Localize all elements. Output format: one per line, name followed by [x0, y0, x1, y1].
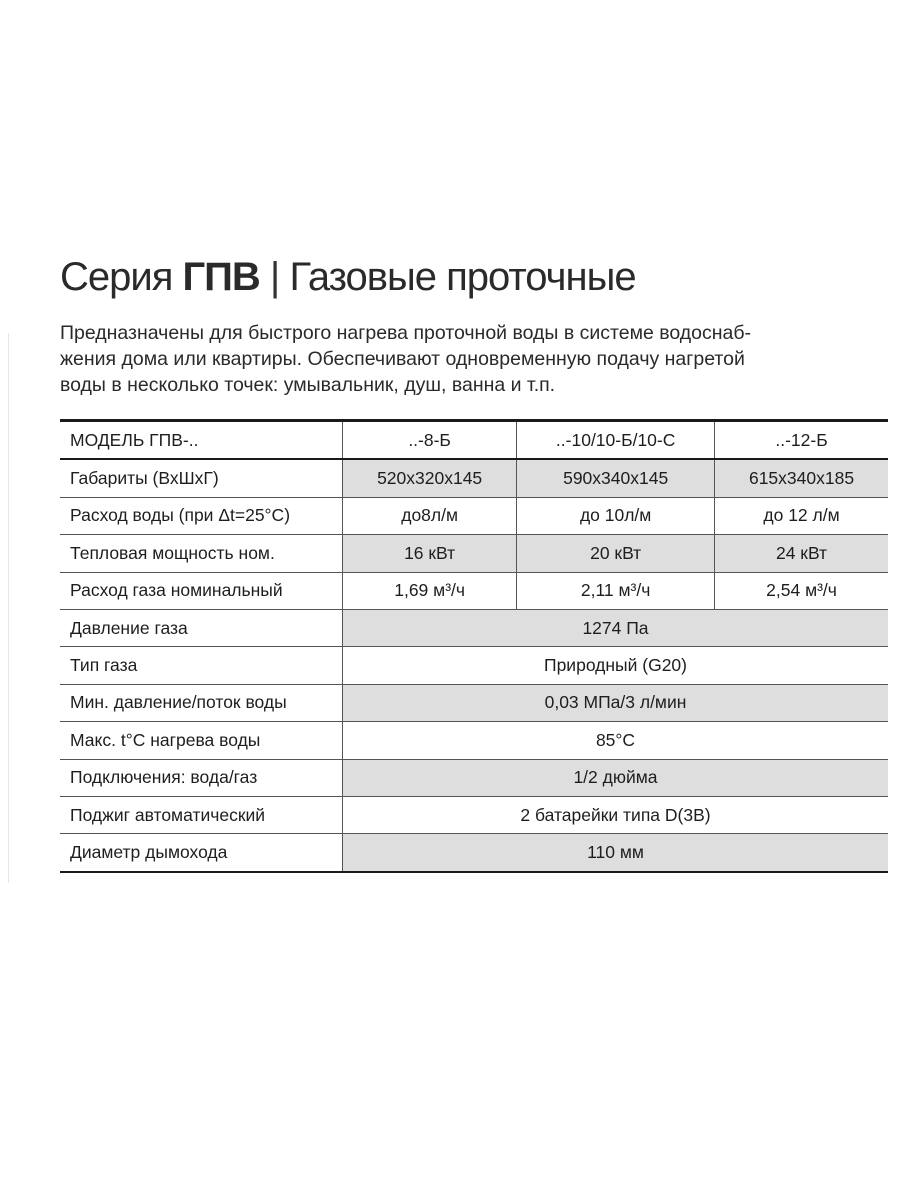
- page-title: [60, 255, 636, 300]
- cell-value: 16 кВт: [343, 535, 517, 572]
- row-label: Давление газа: [60, 609, 343, 646]
- cell-value: 1,69 м³/ч: [343, 572, 517, 609]
- cell-value-merged: 2 батарейки типа D(3В): [343, 796, 889, 833]
- table-row: [60, 459, 888, 497]
- cell-value: 2,54 м³/ч: [715, 572, 888, 609]
- row-label: Макс. t°C нагрева воды: [60, 722, 343, 759]
- cell-value: 520х320х145: [343, 459, 517, 497]
- table-row: [60, 722, 888, 759]
- cell-value-merged: 1274 Па: [343, 609, 889, 646]
- title-separator: |: [259, 255, 290, 299]
- cell-value-merged: 110 мм: [343, 834, 889, 872]
- table-row: [60, 684, 888, 721]
- cell-value: 24 кВт: [715, 535, 888, 572]
- cell-value: до 12 л/м: [715, 497, 888, 534]
- description-line: воды в несколько точек: умывальник, душ, ванна и т.п.: [60, 374, 556, 396]
- row-label: Мин. давление/поток воды: [60, 684, 343, 721]
- table-row: [60, 796, 888, 833]
- cell-value-merged: 1/2 дюйма: [343, 759, 889, 796]
- table-row: [60, 759, 888, 796]
- row-label: Подключения: вода/газ: [60, 759, 343, 796]
- cell-value: 2,11 м³/ч: [517, 572, 715, 609]
- cell-value: 590х340х145: [517, 459, 715, 497]
- row-label: Тип газа: [60, 647, 343, 684]
- row-label: Расход газа номинальный: [60, 572, 343, 609]
- row-label: Расход воды (при Δt=25°C): [60, 497, 343, 534]
- title-suffix: Газовые проточные: [289, 255, 636, 299]
- cell-value: 20 кВт: [517, 535, 715, 572]
- table-row: [60, 834, 888, 872]
- row-label: Поджиг автоматический: [60, 796, 343, 833]
- table-row: [60, 647, 888, 684]
- description-line: жения дома или квартиры. Обеспечивают одновременную подачу нагретой: [60, 348, 745, 370]
- row-label: Диаметр дымохода: [60, 834, 343, 872]
- header-model-12: ..-12-Б: [715, 421, 888, 460]
- title-prefix: Серия: [60, 255, 183, 299]
- table-row: [60, 572, 888, 609]
- cell-value: до 10л/м: [517, 497, 715, 534]
- page-edge-divider: [8, 333, 9, 883]
- header-label: МОДЕЛЬ ГПВ-..: [60, 421, 343, 460]
- header-model-10: ..-10/10-Б/10-С: [517, 421, 715, 460]
- table-row: [60, 609, 888, 646]
- row-label: Тепловая мощность ном.: [60, 535, 343, 572]
- product-description: [60, 320, 840, 398]
- description-line: Предназначены для быстрого нагрева проточной воды в системе водоснаб-: [60, 322, 752, 344]
- cell-value: до8л/м: [343, 497, 517, 534]
- header-model-8: ..-8-Б: [343, 421, 517, 460]
- cell-value-merged: 0,03 МПа/3 л/мин: [343, 684, 889, 721]
- table-row: [60, 497, 888, 534]
- spec-table: [60, 419, 888, 873]
- table-row: [60, 535, 888, 572]
- title-series-code: ГПВ: [182, 255, 260, 299]
- table-header-row: [60, 421, 888, 460]
- row-label: Габариты (ВхШхГ): [60, 459, 343, 497]
- cell-value: 615х340х185: [715, 459, 888, 497]
- cell-value-merged: 85°C: [343, 722, 889, 759]
- cell-value-merged: Природный (G20): [343, 647, 889, 684]
